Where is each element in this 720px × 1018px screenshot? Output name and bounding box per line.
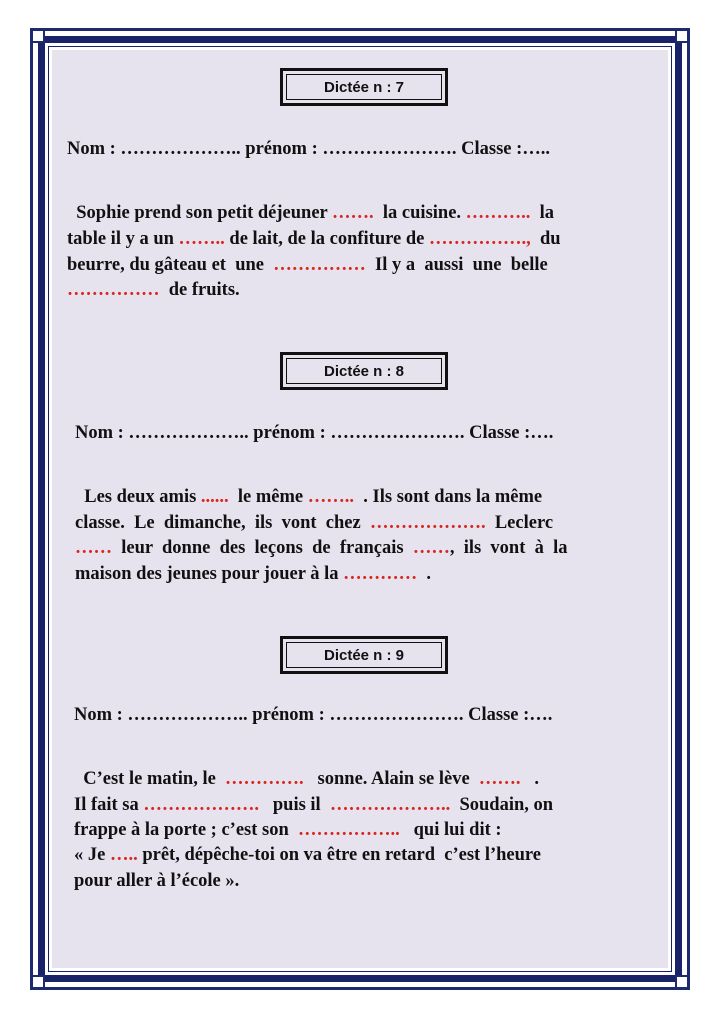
blank-dots: ….. (109, 845, 143, 865)
blank-dots: ………………. (143, 795, 264, 815)
dictee-8-text-line-4: maison des jeunes pour jouer à la ………… . (75, 564, 431, 584)
blank-dots: ……………….. (329, 795, 455, 815)
corner-ornament-bottom-left (31, 975, 45, 989)
dictee-7-title-box (280, 68, 448, 106)
blank-dots: …….. (307, 487, 359, 507)
blank-dots: …………… (273, 255, 371, 275)
corner-ornament-bottom-right (675, 975, 689, 989)
blank-dots: ………… (343, 564, 422, 584)
blank-dots: ...... (200, 487, 234, 507)
dictee-9-text-line-3: frappe à la porte ; c’est son …………….. qui lui dit : (74, 820, 502, 840)
blank-dots: …… (75, 538, 117, 558)
dictee-9-title: Dictée n : 9 (286, 642, 442, 668)
blank-dots: ……….. (465, 203, 536, 223)
dictee-9-text-line-1: C’est le matin, le …………. sonne. Alain se lève ……. . (74, 769, 540, 789)
blank-dots: ……………., (428, 229, 536, 249)
dictee-9-text-line-5: pour aller à l’école ». (74, 871, 240, 891)
blank-dots: …… (412, 538, 450, 558)
blank-dots: …………….. (298, 820, 405, 840)
dictee-8-text-line-3: …… leur donne des leçons de français ……, ils vont à la (75, 538, 568, 558)
dictee-7-text-line-3: beurre, du gâteau et une …………… Il y a aussi une belle (67, 255, 548, 275)
dictee-7-text-line-1: Sophie prend son petit déjeuner ……. la cuisine. ……….. la (67, 203, 555, 223)
dictee-8-name-line: Nom : ……………….. prénom : …………………. Classe :…. (75, 423, 554, 443)
blank-dots: ……. (332, 203, 379, 223)
dictee-8-title-box (280, 352, 448, 390)
blank-dots: ………………. (369, 513, 491, 533)
corner-ornament-top-left (31, 29, 45, 43)
dictee-7-name-line: Nom : ……………….. prénom : …………………. Classe :….. (67, 139, 551, 159)
dictee-9-name-line: Nom : ……………….. prénom : …………………. Classe :…. (74, 705, 553, 725)
blank-dots: …….. (178, 229, 230, 249)
blank-dots: …………… (67, 280, 165, 300)
corner-ornament-top-right (675, 29, 689, 43)
dictee-7-text-line-4: …………… de fruits. (67, 280, 240, 300)
dictee-7-title: Dictée n : 7 (286, 74, 442, 100)
dictee-8-text-line-2: classe. Le dimanche, ils vont chez ………………. Leclerc (75, 513, 554, 533)
dictee-9-text-line-4: « Je ….. prêt, dépêche-toi on va être en retard c’est l’heure (74, 845, 542, 865)
blank-dots: …………. (225, 769, 309, 789)
dictee-8-title: Dictée n : 8 (286, 358, 442, 384)
dictee-9-title-box (280, 636, 448, 674)
dictee-8-text-line-1: Les deux amis ...... le même …….. . Ils sont dans la même (75, 487, 543, 507)
blank-dots: ……. (478, 769, 526, 789)
dictee-7-text-line-2: table il y a un …….. de lait, de la confiture de ……………., du (67, 229, 561, 249)
dictee-9-text-line-2: Il fait sa ………………. puis il ……………….. Soudain, on (74, 795, 554, 815)
